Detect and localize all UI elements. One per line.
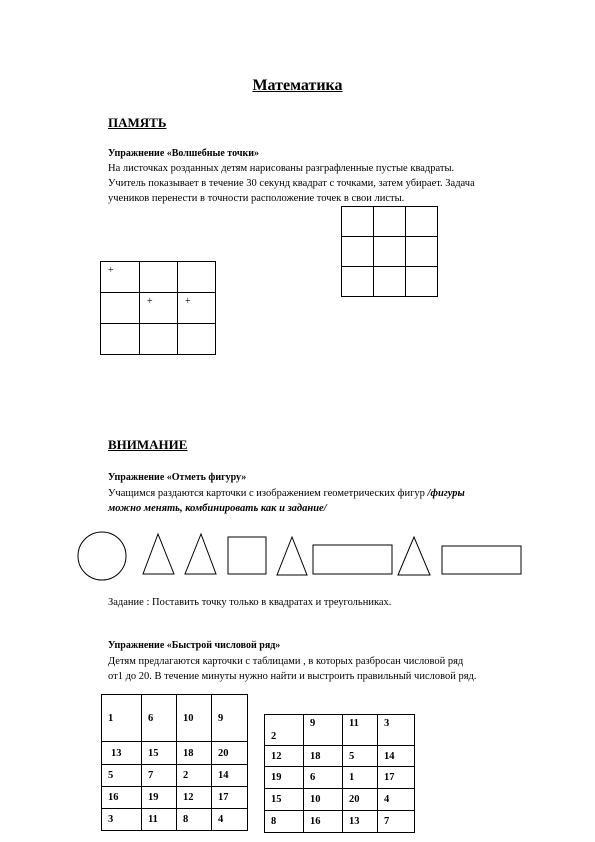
grid-cell (101, 293, 140, 324)
number-cell: 1 (343, 767, 378, 789)
grid-cell (140, 293, 178, 324)
number-cell: 3 (102, 809, 142, 831)
shape-triangle (277, 537, 307, 575)
number-cell: 2 (177, 765, 212, 787)
grid-cell (374, 207, 406, 237)
shape-rectangle (442, 546, 521, 574)
shapes-row (0, 530, 595, 590)
number-cell: 15 (142, 742, 177, 765)
dot-mark: + (185, 296, 191, 307)
grid-cell (406, 207, 438, 237)
description-line: учеников перенести в точности расположение точек в свои листы. (108, 193, 405, 204)
number-cell: 8 (265, 811, 304, 833)
number-cell: 3 (378, 715, 415, 746)
exercise-description-number-row (108, 654, 553, 684)
number-cell: 4 (378, 789, 415, 811)
grid-cell (374, 267, 406, 297)
number-cell: 18 (177, 742, 212, 765)
grid-cell (178, 262, 216, 293)
dot-mark (101, 293, 139, 297)
grid-cell (342, 237, 374, 267)
number-cell: 10 (304, 789, 343, 811)
shape-square (228, 537, 266, 574)
number-cell: 7 (378, 811, 415, 833)
grid-cell (406, 237, 438, 267)
number-cell: 12 (177, 787, 212, 809)
number-cell: 13 (102, 742, 142, 765)
shape-triangle (143, 534, 174, 574)
grid-cell (178, 324, 216, 355)
number-table-1 (101, 694, 248, 831)
number-cell: 13 (343, 811, 378, 833)
number-cell: 16 (102, 787, 142, 809)
description-text: Учащимся раздаются карточки с изображением геометрических фигур (108, 488, 428, 499)
number-cell: 10 (177, 695, 212, 742)
number-cell: 6 (304, 767, 343, 789)
dot-mark (178, 324, 215, 328)
number-cell: 4 (212, 809, 248, 831)
number-cell: 11 (343, 715, 378, 746)
dot-mark: + (147, 296, 153, 307)
empty-answer-grid (341, 206, 438, 297)
dot-mark (140, 262, 177, 266)
exercise-title-mark-shape: Упражнение «Отметь фигуру» (108, 472, 247, 483)
exercise-title-number-row: Упражнение «Быстрой числовой ряд» (108, 640, 281, 651)
grid-cell (140, 324, 178, 355)
description-line: На листочках розданных детям нарисованы разграфленные пустые квадраты. (108, 163, 455, 174)
section-heading-memory: ПАМЯТЬ (108, 115, 167, 130)
number-cell: 5 (102, 765, 142, 787)
dot-mark (178, 262, 215, 266)
grid-cell (101, 262, 140, 293)
shape-triangle (185, 534, 216, 574)
exercise-description-mark-shape (108, 486, 553, 516)
shape-triangle (398, 537, 430, 575)
description-note-line: можно менять, комбинировать как и задание/ (108, 503, 327, 514)
dot-pattern-grid (100, 261, 216, 355)
number-cell: 1 (102, 695, 142, 742)
shape-circle (78, 532, 126, 580)
grid-cell (178, 293, 216, 324)
grid-cell (342, 267, 374, 297)
number-cell: 16 (304, 811, 343, 833)
number-table-2 (264, 714, 415, 833)
page-title: Математика (252, 77, 343, 94)
number-cell: 8 (177, 809, 212, 831)
number-cell: 19 (142, 787, 177, 809)
number-cell: 12 (265, 746, 304, 767)
grid-cell (406, 267, 438, 297)
number-cell: 2 (265, 715, 304, 746)
description-line (108, 486, 553, 501)
number-cell: 14 (212, 765, 248, 787)
dot-mark: + (108, 265, 114, 276)
number-cell: 19 (265, 767, 304, 789)
number-cell: 18 (304, 746, 343, 767)
number-cell: 14 (378, 746, 415, 767)
grid-cell (140, 262, 178, 293)
grid-cell (374, 237, 406, 267)
number-cell: 9 (212, 695, 248, 742)
number-cell: 5 (343, 746, 378, 767)
description-line: от1 до 20. В течение минуты нужно найти и выстроить правильный числовой ряд. (108, 671, 477, 682)
number-cell: 17 (378, 767, 415, 789)
description-note: /фигуры (427, 488, 465, 499)
dot-mark (140, 324, 177, 328)
shape-rectangle (313, 545, 392, 574)
description-line: Учитель показывает в течение 30 секунд квадрат с точками, затем убирает. Задача (108, 178, 475, 189)
exercise-title-magic-dots: Упражнение «Волшебные точки» (108, 148, 259, 159)
number-cell: 20 (343, 789, 378, 811)
dot-mark (101, 324, 139, 328)
number-cell: 20 (212, 742, 248, 765)
number-cell: 17 (212, 787, 248, 809)
number-cell: 9 (304, 715, 343, 746)
description-line: Детям предлагаются карточки с таблицами , в которых разбросан числовой ряд (108, 656, 464, 667)
number-cell: 15 (265, 789, 304, 811)
task-text: Задание : Поставить точку только в квадратах и треугольниках. (108, 597, 392, 608)
grid-cell (101, 324, 140, 355)
number-cell: 11 (142, 809, 177, 831)
number-cell: 6 (142, 695, 177, 742)
exercise-description-magic-dots (108, 161, 553, 206)
number-cell: 7 (142, 765, 177, 787)
section-heading-attention: ВНИМАНИЕ (108, 437, 188, 452)
grid-cell (342, 207, 374, 237)
